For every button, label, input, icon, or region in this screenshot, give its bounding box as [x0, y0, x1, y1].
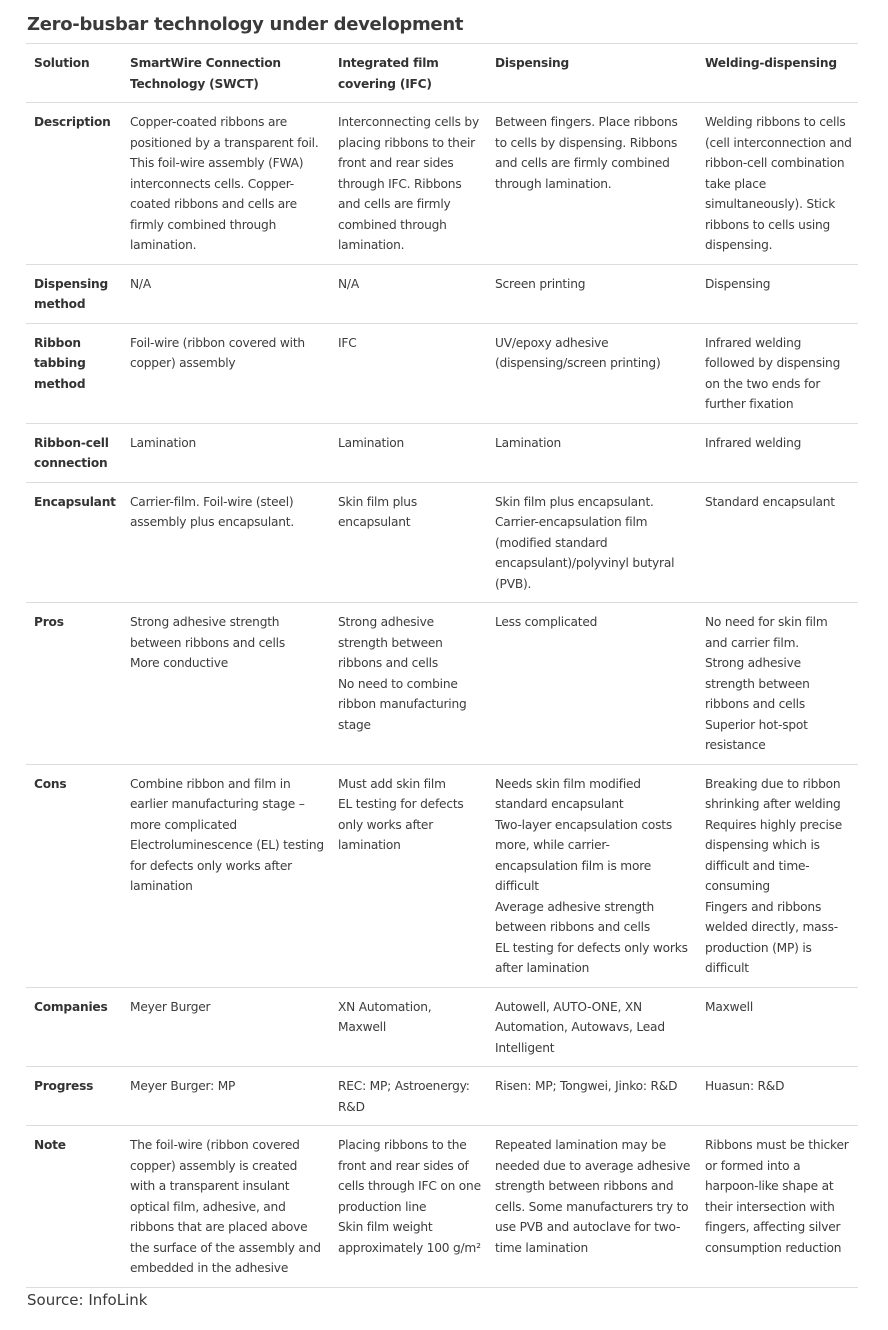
table-cell: [122, 764, 330, 987]
cell-text: Breaking due to ribbon shrinking after welding: [705, 776, 841, 811]
cell-text: Risen: MP; Tongwei, Jinko: R&D: [495, 1079, 678, 1093]
table-row: [26, 423, 858, 482]
cell-text: No need to combine ribbon manufacturing stage: [338, 676, 467, 732]
cell-text: UV/epoxy adhesive (dispensing/screen printing): [495, 335, 661, 370]
cell-text: Lamination: [338, 435, 405, 450]
cell-text: REC: MP; Astroenergy: R&D: [338, 1079, 470, 1114]
row-header: Encapsulant: [26, 482, 122, 603]
table-cell: [330, 987, 487, 1067]
cell-text: Screen printing: [495, 276, 586, 291]
cell-text: N/A: [130, 276, 151, 291]
table-cell: [330, 1126, 487, 1288]
cell-text: Interconnecting cells by placing ribbons to their front and rear sides through IFC. Ribbons and cells are firmly combined through lamination.: [338, 115, 479, 252]
cell-text: Meyer Burger: MP: [130, 1079, 236, 1093]
table-cell: [487, 482, 697, 603]
table-row: [26, 603, 858, 765]
cell-text: Must add skin film: [338, 776, 446, 791]
table-cell: [487, 1126, 697, 1288]
cell-text: Infrared welding followed by dispensing on the two ends for further fixation: [705, 335, 841, 411]
column-header: Welding-dispensing: [697, 44, 858, 103]
cell-text: Skin film plus encapsulant: [338, 494, 417, 529]
cell-text: EL testing for defects only works after lamination: [495, 940, 688, 975]
cell-text: Dispensing: [705, 276, 771, 291]
table-cell: [697, 323, 858, 423]
column-header: Integrated film covering (IFC): [330, 44, 487, 103]
table-row: [26, 764, 858, 987]
table-cell: [697, 423, 858, 482]
table-cell: [122, 264, 330, 323]
cell-text: Welding ribbons to cells (cell interconnection and ribbon-cell combination take place simultaneously). Stick ribbons to cells using dispensing.: [705, 115, 852, 252]
column-header: Solution: [26, 44, 122, 103]
cell-text: Requires highly precise dispensing which is difficult and time-consuming: [705, 817, 843, 893]
cell-text: More conductive: [130, 656, 229, 670]
table-cell: [330, 764, 487, 987]
cell-text: The foil-wire (ribbon covered copper) assembly is created with a transparent insulant optical film, adhesive, and ribbons that are placed above the surface of the assembly and embedded in the adhesive: [130, 1138, 321, 1275]
table-cell: [122, 1067, 330, 1126]
comparison-table: [26, 43, 858, 1288]
cell-text: Repeated lamination may be needed due to average adhesive strength between ribbons and cells. Some manufacturers try to use PVB and autoclave for two-time lamination: [495, 1138, 691, 1255]
row-header: Pros: [26, 603, 122, 765]
comparison-table-wrapper: [26, 43, 858, 1288]
table-cell: [122, 103, 330, 265]
table-row: [26, 482, 858, 603]
cell-text: Strong adhesive strength between ribbons and cells: [130, 615, 285, 650]
cell-text: Needs skin film modified standard encapsulant: [495, 776, 641, 811]
table-cell: [487, 103, 697, 265]
table-cell: [487, 987, 697, 1067]
cell-text: Lamination: [495, 435, 562, 450]
table-cell: [487, 1067, 697, 1126]
cell-text: Between fingers. Place ribbons to cells by dispensing. Ribbons and cells are firmly combined through lamination.: [495, 115, 678, 191]
column-header: SmartWire Connection Technology (SWCT): [122, 44, 330, 103]
table-cell: [697, 987, 858, 1067]
table-cell: [330, 423, 487, 482]
row-header: Dispensing method: [26, 264, 122, 323]
page-title: Zero-busbar technology under development: [27, 14, 464, 35]
cell-text: Less complicated: [495, 615, 598, 629]
cell-text: Superior hot-spot resistance: [705, 717, 808, 752]
table-cell: [697, 482, 858, 603]
table-cell: [697, 1067, 858, 1126]
table-row: [26, 1126, 858, 1288]
cell-text: Fingers and ribbons welded directly, mass-production (MP) is difficult: [705, 899, 838, 975]
cell-text: Lamination: [130, 435, 197, 450]
table-cell: [487, 764, 697, 987]
cell-text: Skin film plus encapsulant. Carrier-encapsulation film (modified standard encapsulant)/polyvinyl butyral (PVB).: [495, 494, 675, 591]
table-body: [26, 103, 858, 1288]
cell-text: Ribbons must be thicker or formed into a harpoon-like shape at their intersection with fingers, affecting silver consumption reduction: [705, 1138, 849, 1255]
cell-text: Skin film weight approximately 100 g/m²: [338, 1220, 481, 1255]
table-cell: [697, 1126, 858, 1288]
cell-text: Copper-coated ribbons are positioned by a transparent foil. This foil-wire assembly (FWA) interconnects cells. Copper-coated ribbons and cells are firmly combined through lamination.: [130, 115, 319, 252]
table-cell: [122, 603, 330, 765]
table-cell: [122, 323, 330, 423]
cell-text: Infrared welding: [705, 435, 802, 450]
table-row: [26, 987, 858, 1067]
table-cell: [122, 482, 330, 603]
table-row: [26, 1067, 858, 1126]
row-header: Ribbon-cell connection: [26, 423, 122, 482]
cell-text: No need for skin film and carrier film.: [705, 615, 828, 650]
table-cell: [487, 603, 697, 765]
table-cell: [697, 264, 858, 323]
cell-text: XN Automation, Maxwell: [338, 999, 432, 1034]
cell-text: Meyer Burger: [130, 999, 211, 1014]
table-cell: [330, 482, 487, 603]
cell-text: Electroluminescence (EL) testing for defects only works after lamination: [130, 838, 324, 893]
cell-text: Average adhesive strength between ribbons and cells: [495, 899, 655, 934]
table-header-row: [26, 44, 858, 103]
table-cell: [697, 764, 858, 987]
cell-text: Two-layer encapsulation costs more, while carrier-encapsulation film is more difficult: [495, 817, 673, 893]
cell-text: Carrier-film. Foil-wire (steel) assembly plus encapsulant.: [130, 494, 295, 529]
table-cell: [122, 987, 330, 1067]
row-header: Note: [26, 1126, 122, 1288]
row-header: Progress: [26, 1067, 122, 1126]
cell-text: N/A: [338, 276, 359, 291]
cell-text: IFC: [338, 335, 357, 350]
table-cell: [330, 603, 487, 765]
cell-text: Strong adhesive strength between ribbons and cells: [338, 615, 443, 670]
row-header: Ribbon tabbing method: [26, 323, 122, 423]
table-cell: [122, 423, 330, 482]
table-cell: [330, 1067, 487, 1126]
row-header: Companies: [26, 987, 122, 1067]
table-cell: [697, 603, 858, 765]
table-cell: [487, 423, 697, 482]
source-note: Source: InfoLink: [27, 1291, 148, 1309]
table-cell: [122, 1126, 330, 1288]
cell-text: Combine ribbon and film in earlier manufacturing stage – more complicated: [130, 776, 305, 832]
row-header: Cons: [26, 764, 122, 987]
cell-text: Huasun: R&D: [705, 1079, 785, 1093]
cell-text: Maxwell: [705, 999, 754, 1014]
table-row: [26, 323, 858, 423]
column-header: Dispensing: [487, 44, 697, 103]
table-row: [26, 103, 858, 265]
table-row: [26, 264, 858, 323]
cell-text: EL testing for defects only works after lamination: [338, 797, 464, 852]
cell-text: Strong adhesive strength between ribbons and cells: [705, 656, 810, 711]
table-cell: [697, 103, 858, 265]
table-cell: [330, 103, 487, 265]
table-cell: [330, 264, 487, 323]
cell-text: Standard encapsulant: [705, 494, 835, 509]
cell-text: Autowell, AUTO-ONE, XN Automation, Autowavs, Lead Intelligent: [495, 999, 665, 1055]
table-cell: [487, 323, 697, 423]
row-header: Description: [26, 103, 122, 265]
cell-text: Placing ribbons to the front and rear sides of cells through IFC on one production line: [338, 1138, 481, 1214]
table-cell: [487, 264, 697, 323]
cell-text: Foil-wire (ribbon covered with copper) assembly: [130, 335, 305, 370]
table-cell: [330, 323, 487, 423]
